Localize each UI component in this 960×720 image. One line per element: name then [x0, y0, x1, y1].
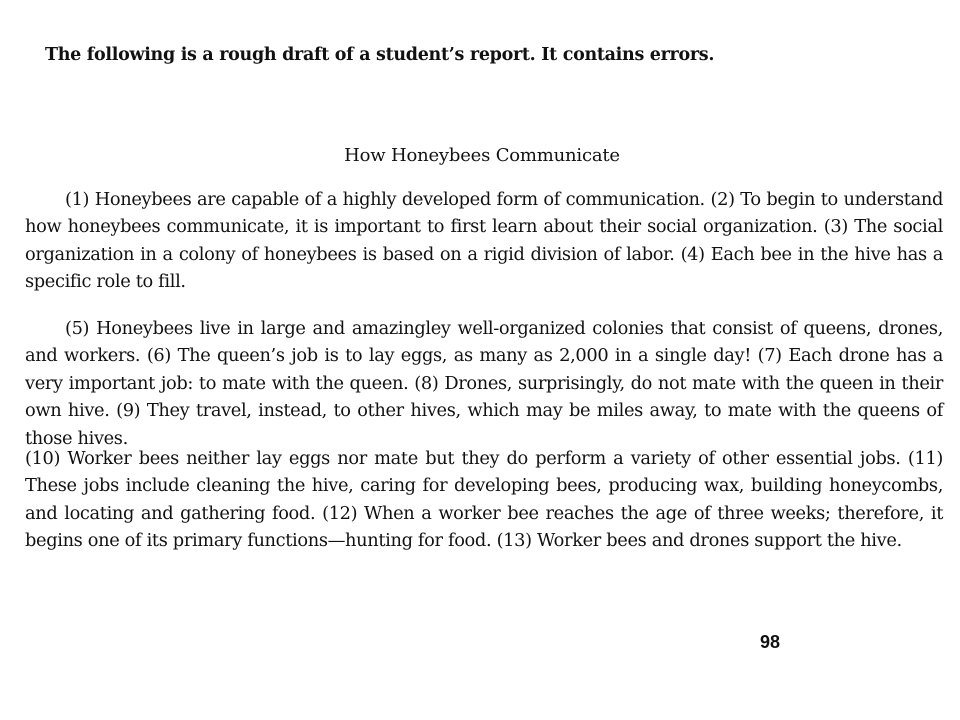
report-paragraph-3 — [25, 445, 943, 555]
report-paragraph-2 — [25, 315, 943, 452]
sentence-11: (11) These jobs include cleaning the hive, caring for developing bees, producing wax, building honeycombs, and locating and gathering food. — [25, 448, 943, 524]
page-number: 98 — [760, 632, 781, 652]
sentence-4: (4) Each bee in the hive has a specific role to fill. — [25, 243, 943, 293]
sentence-2: (2) To begin to understand how honeybees communicate, it is important to first learn about their social organization. — [25, 189, 943, 238]
report-intro-instruction: The following is a rough draft of a student’s report. It contains errors. — [45, 45, 715, 65]
sentence-6: (6) The queen’s job is to lay eggs, as many as 2,000 in a single day! — [146, 345, 751, 367]
sentence-1: (1) Honeybees are capable of a highly developed form of communication. — [65, 189, 705, 210]
sentence-7: (7) Each drone has a very important job: to mate with the queen. — [25, 345, 943, 394]
sentence-5: (5) Honeybees live in large and amazingley well-organized colonies that consist of queens, drones, and workers. — [25, 318, 943, 367]
report-paragraph-1 — [25, 186, 943, 296]
sentence-9: (9) They travel, instead, to other hives, which may be miles away, to mate with the queens of those hives. — [25, 400, 943, 449]
sentence-3: (3) The social organization in a colony of honeybees is based on a rigid division of labor. — [25, 216, 943, 265]
report-title: How Honeybees Communicate — [344, 145, 620, 166]
sentence-8: (8) Drones, surprisingly, do not mate with the queen in their own hive. — [25, 372, 943, 422]
sentence-13: (13) Worker bees and drones support the hive. — [496, 530, 902, 552]
sentence-10: (10) Worker bees neither lay eggs nor mate but they do perform a variety of other essential jobs. — [25, 448, 901, 469]
sentence-12: (12) When a worker bee reaches the age of three weeks; therefore, it begins one of its primary functions—hunting for food. — [25, 502, 943, 552]
